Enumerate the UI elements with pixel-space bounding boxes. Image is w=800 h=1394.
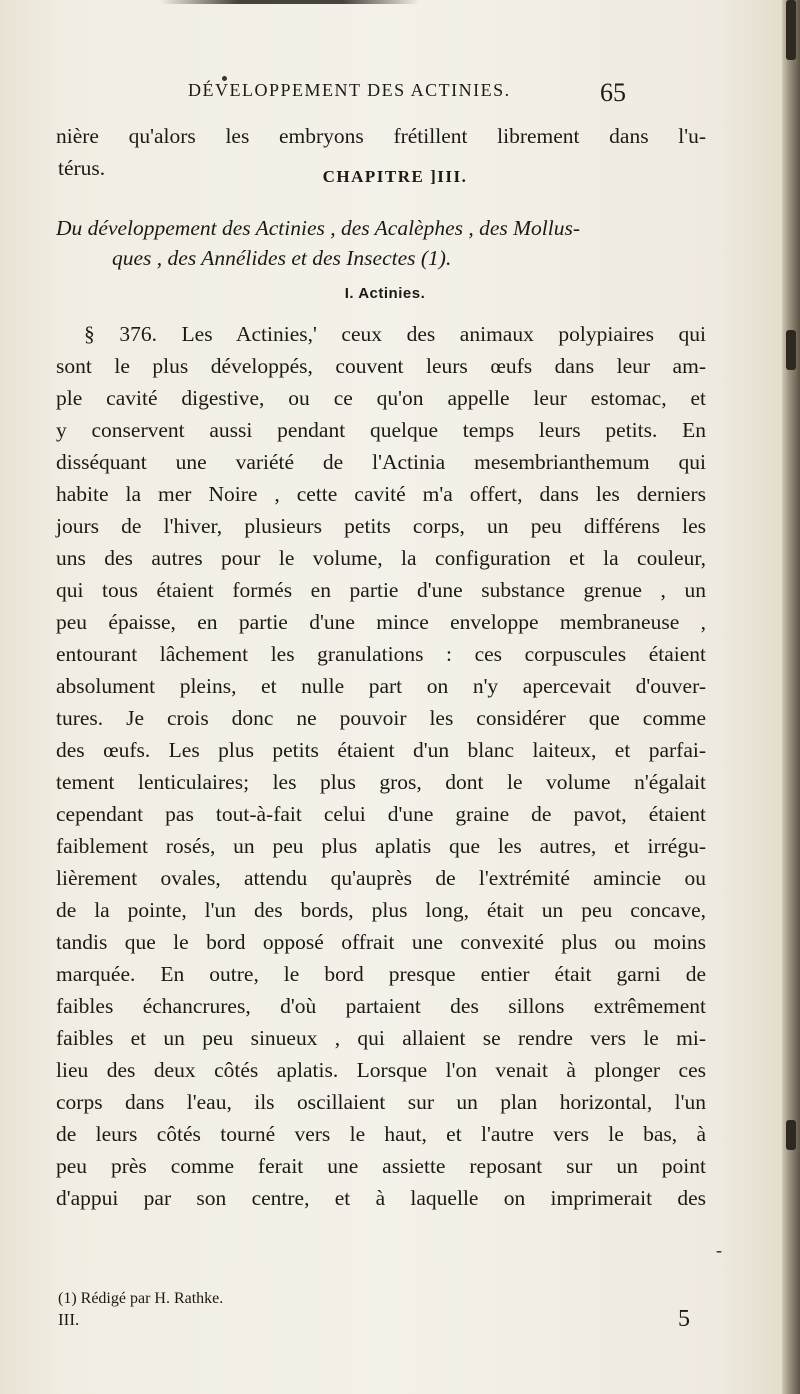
chapter-subtitle-line: Du développement des Actinies , des Acalèphes , des Mollus- (56, 216, 581, 240)
signature-mark: 5 (678, 1306, 690, 1332)
paragraph-line: faibles échancrures, d'où partaient des sillons extrêmement (56, 994, 706, 1018)
edge-mark (786, 330, 796, 370)
paragraph-line: de la pointe, l'un des bords, plus long, était un peu concave, (56, 898, 706, 922)
edge-mark (786, 0, 796, 60)
footnote: (1) Rédigé par H. Rathke. (58, 1290, 224, 1307)
edge-mark (786, 1120, 796, 1150)
paragraph-line: cependant pas tout-à-fait celui d'une graine de pavot, étaient (56, 802, 706, 826)
paragraph-line: qui tous étaient formés en partie d'une substance grenue , un (56, 578, 706, 602)
running-title: DÉVELOPPEMENT DES ACTINIES. (188, 80, 511, 100)
paragraph-line: tandis que le bord opposé offrait une convexité plus ou moins (56, 930, 706, 954)
top-rule (160, 0, 420, 4)
paragraph-line: faiblement rosés, un peu plus aplatis que les autres, et irrégu- (56, 834, 706, 858)
paragraph-line: § 376. Les Actinies,' ceux des animaux polypiaires qui (84, 322, 706, 346)
paragraph-line: peu épaisse, en partie d'une mince enveloppe membraneuse , (56, 610, 706, 634)
paragraph-line: ple cavité digestive, ou ce qu'on appelle leur estomac, et (56, 386, 706, 410)
paragraph-line: de leurs côtés tourné vers le haut, et l'autre vers le bas, à (56, 1122, 706, 1146)
paragraph-line: lieu des deux côtés aplatis. Lorsque l'on venait à plonger ces (56, 1058, 706, 1082)
volume-number: III. (58, 1310, 80, 1329)
paragraph-line: y conservent aussi pendant quelque temps leurs petits. En (56, 418, 706, 442)
paragraph-line: sont le plus développés, couvent leurs œufs dans leur am- (56, 354, 706, 378)
book-edge (782, 0, 800, 1394)
paragraph-line: disséquant une variété de l'Actinia mesembrianthemum qui (56, 450, 706, 474)
paragraph-line: des œufs. Les plus petits étaient d'un blanc laiteux, et parfai- (56, 738, 706, 762)
paragraph-line: jours de l'hiver, plusieurs petits corps, un peu différens les (56, 514, 706, 538)
paragraph-line: tement lenticulaires; les plus gros, dont le volume n'égalait (56, 770, 706, 794)
paragraph-line: tures. Je crois donc ne pouvoir les considérer que comme (56, 706, 706, 730)
paragraph-line: absolument pleins, et nulle part on n'y apercevait d'ouver- (56, 674, 706, 698)
chapter-subtitle-line: ques , des Annélides et des Insectes (1). (112, 246, 452, 270)
running-head (0, 78, 770, 110)
paragraph-line: faibles et un peu sinueux , qui allaient se rendre vers le mi- (56, 1026, 706, 1050)
opening-line: nière qu'alors les embryons frétillent librement dans l'u- (56, 124, 706, 148)
page-number: 65 (600, 78, 626, 107)
paragraph-line: marquée. En outre, le bord presque entier était garni de (56, 962, 706, 986)
paragraph-line: habite la mer Noire , cette cavité m'a offert, dans les derniers (56, 482, 706, 506)
margin-mark: - (716, 1240, 722, 1260)
paragraph-line: uns des autres pour le volume, la configuration et la couleur, (56, 546, 706, 570)
section-heading: I. Actinies. (344, 285, 426, 302)
paragraph-line: d'appui par son centre, et à laquelle on imprimerait des (56, 1186, 706, 1210)
opening-line: térus. (58, 156, 106, 180)
paragraph-line: entourant lâchement les granulations : ces corpuscules étaient (56, 642, 706, 666)
chapter-heading: CHAPITRE ]III. (322, 167, 468, 186)
paragraph-line: lièrement ovales, attendu qu'auprès de l'extrémité amincie ou (56, 866, 706, 890)
paragraph-line: corps dans l'eau, ils oscillaient sur un plan horizontal, l'un (56, 1090, 706, 1114)
paragraph-line: peu près comme ferait une assiette reposant sur un point (56, 1154, 706, 1178)
